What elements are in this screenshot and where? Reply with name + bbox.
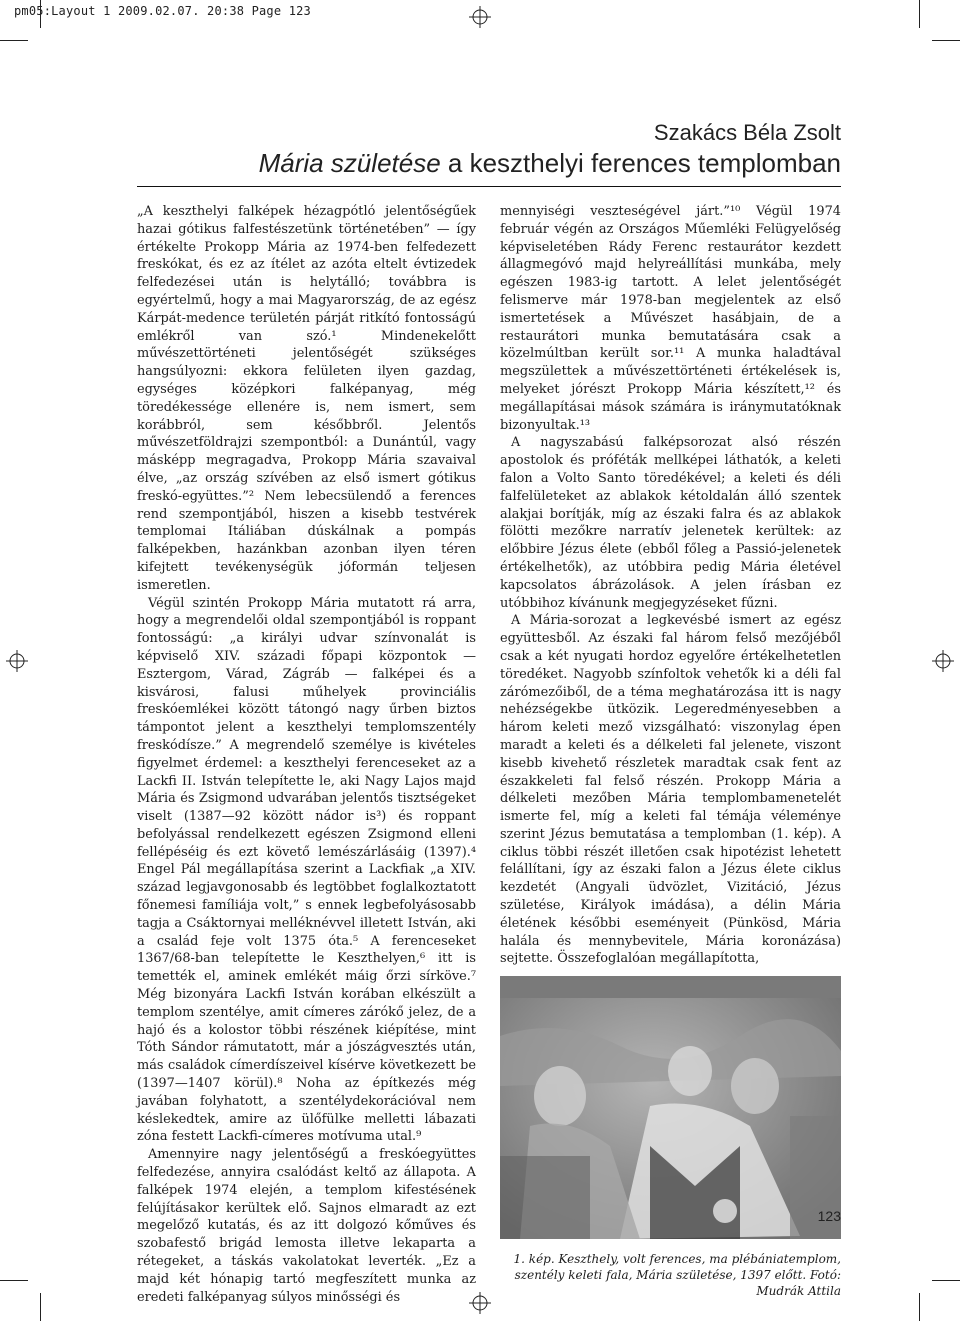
- paragraph: A nagyszabású falképsorozat alsó részén apostolok és próféták mellképei láthatók, a keleti falon a Volto Santo töredékével; a keleti és déli falfelületeket az ablakok kétoldalán álló szentek alakjai borítják, míg az északi falra és az ablakok fölötti mezőkre narratív jelenetek kerültek: az előbbire Jézus élete (ebből főleg a Passió-jelenetek értékelhetők), az utóbbira pedig Mária életével kapcsolatos ábrázolások. A jelen írásban ez utóbbihoz kívánunk megjegyzéseket fűzni.: [500, 435, 841, 611]
- crop-mark: [0, 40, 28, 41]
- right-text-column: [500, 203, 841, 1299]
- article-author: Szakács Béla Zsolt: [653, 120, 841, 145]
- registration-mark-right: [932, 650, 954, 672]
- crop-mark: [932, 1280, 960, 1281]
- registration-mark-left: [6, 650, 28, 672]
- title-rule: [137, 186, 841, 187]
- photo-caption: [500, 1251, 841, 1299]
- article-title: [259, 148, 841, 179]
- crop-mark: [40, 1293, 41, 1321]
- fresco-photo: [500, 976, 841, 1239]
- paragraph: mennyiségi veszteségével járt.”¹⁰ Végül 1974 február végén az Országos Műemléki Felügyelőség képviseletében Rády Ferenc restaurátor kezdett állagmegóvó majd helyreállítási munkába, mely egészen 1983-ig tartott. A lelet jelentőségét felismerve már 1978-ban megjelentek az első ismertetések a Művészet hasábjain, de a restaurátori munka bemutatására csak a közelmúltban került sor.¹¹ A munka haladtával megszülettek a művészettörténeti értékelések is, melyeket jórészt Prokopp Mária készített,¹² és megállapításai mások számára is iránymutatóknak bizonyultak.¹³: [500, 204, 841, 433]
- paragraph: Végül szintén Prokopp Mária mutatott rá arra, hogy a megrendelői oldal szempontjából is roppant fontosságú: „a királyi udvar színvonalát is képviselő XIV. századi főpapi központok — Esztergom, Várad, Zágráb — falképei és a kisvárosi, falusi műhelyek provinciális freskóemlékei között tátongó nagy űrben biztos támpontot jelent a keszthelyi templomszentély freskódísze.” A megrendelő személye is kivételes figyelmet érdemel: a keszthelyi ferenceseket az a Lackfi II. István telepítette le, aki Nagy Lajos majd Mária és Zsigmond udvarában jelentős tisztségeket viselt (1387—92 között nádor is³) és roppant befolyással rendelkezett egészen Zsigmond elleni fellépéséig és ezt követő lemészárlásáig (1397).⁴ Engel Pál megállapítása szerint a Lackfiak „a XIV. század legjavgonosabb és legtöbbet foglalkoztatott főnemesi famíliája volt,” s ennek legbefolyásosabb tagja a Csáktornyai melléknévvel illetett István, aki a család feje volt 1375 óta.⁵ A ferenceseket 1367/68-ban telepítette le Keszthelyen,⁶ itt is temették el, aminek emlékét máig őrzi sírköve.⁷ Még bizonyára Lackfi István korában elkészült a templom szentélye, amit címeres zárókő jelez, de a hajó és a kolostor többi részének kiépítése, mint Tóth Sándor rámutatott, már a jószágvesztés után, más családok címerdíszeivel kísérve következett be (1397—1407 körül).⁸ Noha az építkezés még javában folyhatott, a szentélydekorációval nem késlekedtek, amire az ülőfülke melletti lábazati zóna festett Lackfi-címeres motívuma utal.⁹: [137, 595, 476, 1145]
- paragraph: A Mária-sorozat a legkevésbé ismert az egész együttesből. Az északi fal három felső mezőjéből csak a két nyugati hordoz egyelőre értékelhetetlen töredéket. Nagyobb színfoltok vehetők ki a déli fal zárómezőiből, de a téma meghatározása itt is nagy nehézségekbe ütközik. Legeredményesebben a három keleti mező vizsgálható: viszonylag épen maradt a keleti és a délkeleti fal jelenete, viszont kisebb kivehető részletek maradtak csak fent az északkeleti fal felső részén. Prokopp Mária a délkeleti mezőben Mária templombamenetelét ismerte fel, míg a keleti fal témája véleménye szerint Jézus bemutatása a templomban (1. kép). A ciklus többi részét illetően csak hipotézist lehetett felállítani, így az északi falon a Jézus élete ciklus kezdetét (Angyali üdvözlet, Vizitáció, Jézus születése, Királyok imádása), a délin Mária életének későbbi eseményeit (Pünkösd, Mária halála és mennybevitele, Mária koronázása) sejtette. Összefoglalóan megállapította,: [500, 613, 841, 967]
- caption-line: szentély keleti fala, Mária születése, 1397 előtt. Fotó:: [514, 1268, 841, 1283]
- crop-mark: [932, 40, 960, 41]
- page-number: 123: [817, 1208, 841, 1224]
- registration-mark-top: [469, 6, 491, 28]
- print-slug: pm05:Layout 1 2009.02.07. 20:38 Page 123: [14, 4, 311, 18]
- crop-mark: [919, 0, 920, 28]
- title-rest: a keszthelyi ferences templomban: [440, 148, 841, 178]
- crop-mark: [919, 1293, 920, 1321]
- crop-mark: [40, 0, 41, 28]
- fresco-image: [500, 976, 841, 1239]
- paragraph: Amennyire nagy jelentőségű a freskóegyüttes felfedezése, annyira csalódást keltő az állapota. A falképek 1974 elején, a templom kifestésének felújításakor kerültek elő. Sajnos elmaradt az ezt megelőző kutatás, és az itt dolgozó kőműves és szobafestő brigád lemosta illetve lekaparta a rétegeket, a táskás vakolatokat leverték. „Ez a majd két hónapig tartó megfeszített munka az eredeti falképanyag súlyos minősségi és: [137, 1147, 476, 1305]
- caption-line: 1. kép. Keszthely, volt ferences, ma plébániatemplom,: [513, 1252, 841, 1267]
- left-text-column: [137, 203, 476, 1306]
- paragraph: „A keszthelyi falképek hézagpótló jelentőségűek hazai gótikus falfestészetünk történetében” — így értékelte Prokopp Mária az 1974-ben felfedezett freskókat, és ez az ítélet az azóta eltelt évtizedek felfedezései után is helytálló; továbbra is egyértelmű, hogy a mai Magyarország, de az egész Kárpát-medence területén párját ritkító fontosságú emlékről van szó.¹ Mindenekelőtt művészettörténeti jelentőségét szükséges hangsúlyozni: ekkora felületen ilyen gazdag, egységes középkori falképanyag, még töredékessége ellenére is, nem ismert, sem korábbról, sem későbbről. Jelentős művészetföldrajzi szempontból: a Dunántúl, vagy másképp megragadva, Prokopp Mária szavaival élve, „az ország szívében az első ismert gótikus freskó-együttes.”² Nem lebecsülendő a ferences rend szempontjából, hiszen a kisebb testvérek templomai Itáliában dúskálnak a pompás falképekben, hazánkban azonban ilyen téren kifejtett tevékenységük jóformán teljesen ismeretlen.: [137, 204, 476, 593]
- title-italic: Mária születése: [258, 148, 441, 178]
- caption-line: Mudrák Attila: [756, 1284, 841, 1299]
- crop-mark: [0, 1280, 28, 1281]
